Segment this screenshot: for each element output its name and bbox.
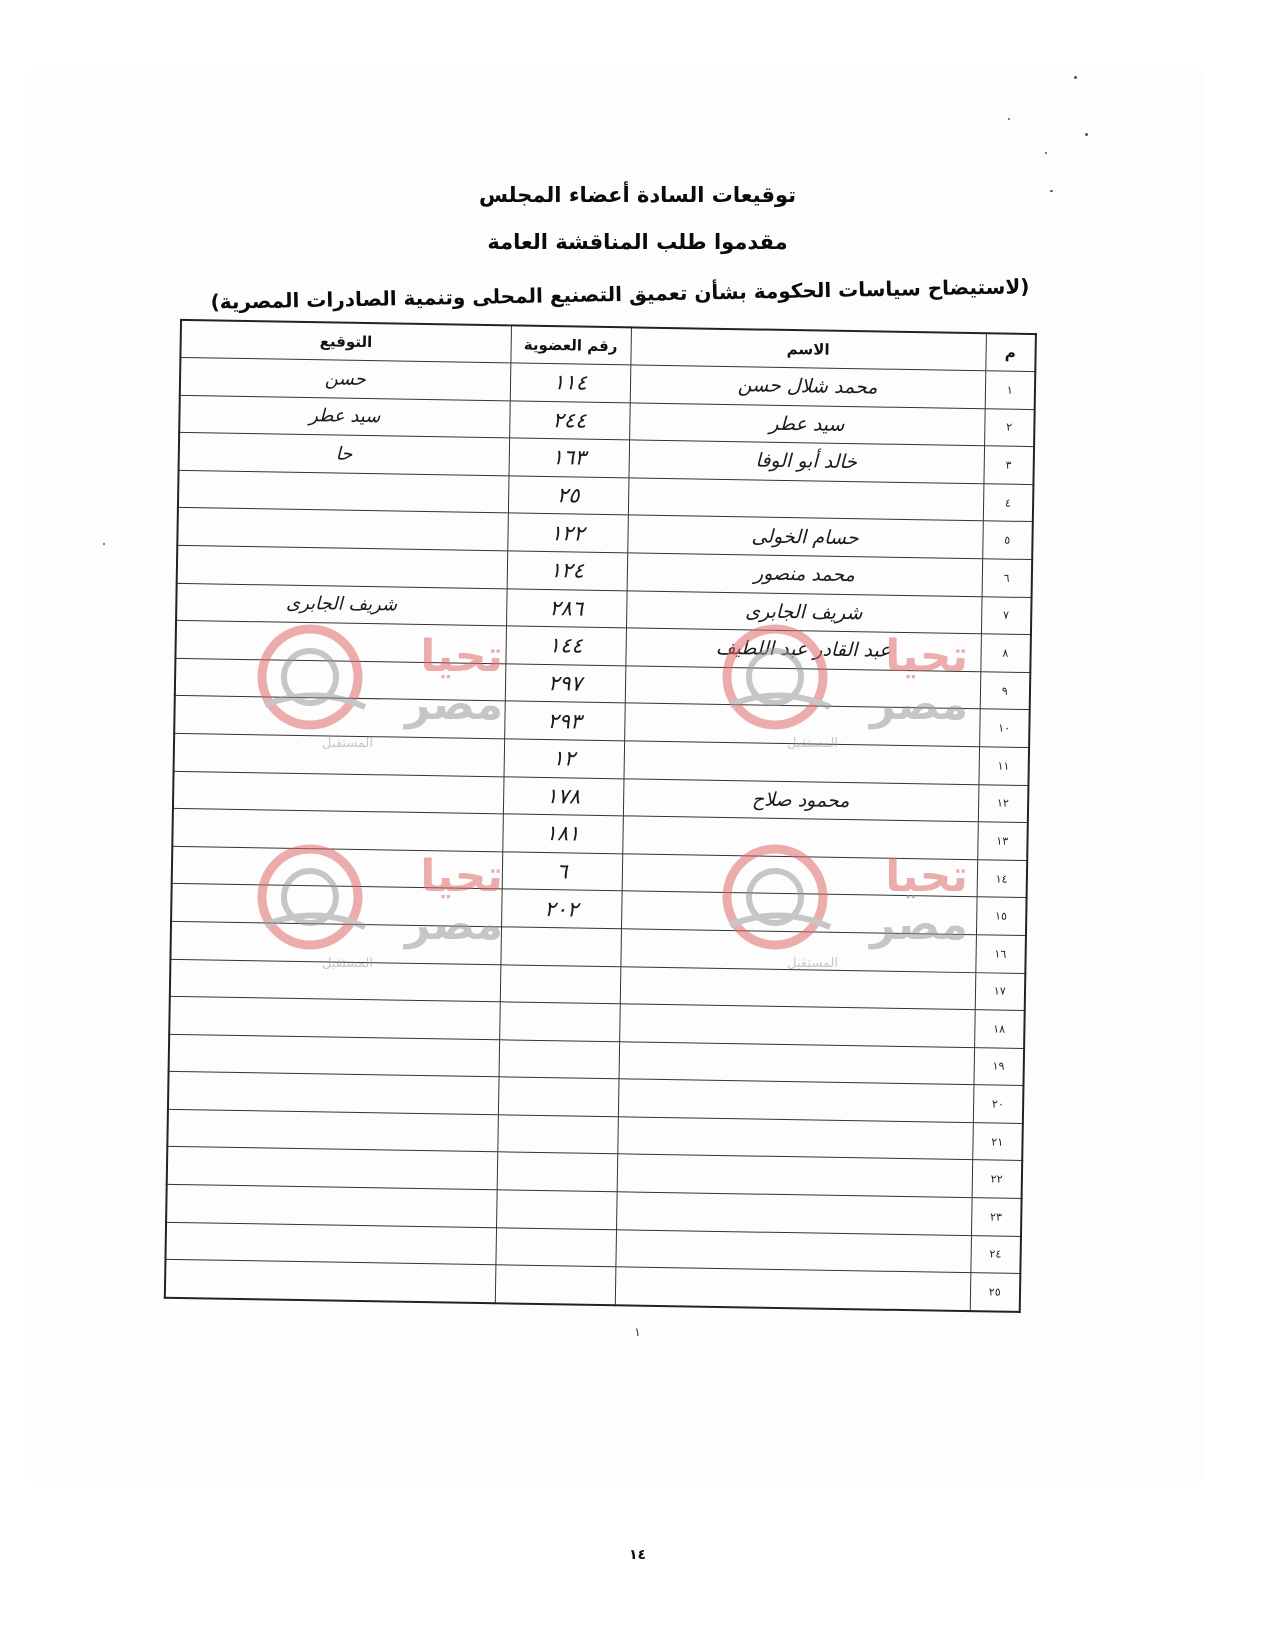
membership-number	[495, 1227, 616, 1267]
page-number: ١٤	[628, 1547, 647, 1563]
member-signature	[177, 545, 508, 588]
membership-number: ١٨١	[502, 814, 623, 854]
member-name: محمد منصور	[627, 553, 983, 596]
membership-number: ٢٩٣	[504, 701, 625, 741]
row-number: ٢١	[972, 1123, 1023, 1161]
member-name	[622, 816, 978, 859]
membership-number	[500, 927, 621, 967]
row-number: ٧	[981, 596, 1032, 634]
member-signature	[170, 921, 501, 964]
membership-number: ١٦٣	[509, 438, 630, 478]
membership-number: ١٤٤	[505, 626, 626, 666]
watermark-text-small: المستقبل	[787, 736, 838, 751]
member-name: عبد القادر عبد اللطيف	[625, 628, 981, 671]
membership-number	[499, 1002, 620, 1042]
member-name	[619, 1004, 975, 1047]
membership-number: ٢٤٤	[509, 400, 630, 440]
membership-number: ١٢٢	[507, 513, 628, 553]
membership-number	[499, 1039, 620, 1079]
membership-number: ١١٤	[510, 363, 631, 403]
member-signature: سيد عطر	[179, 395, 510, 438]
membership-number	[497, 1152, 618, 1192]
scan-speck	[1074, 76, 1077, 79]
member-signature	[172, 846, 503, 889]
member-name	[617, 1117, 973, 1160]
scan-speck	[1008, 118, 1010, 120]
watermark-text-bottom: مصر	[405, 679, 503, 730]
member-signature	[173, 771, 504, 814]
member-signature	[178, 470, 509, 513]
row-number: ٦	[982, 559, 1033, 597]
member-name	[624, 741, 980, 784]
member-signature	[167, 1109, 498, 1152]
row-number: ١٧	[975, 972, 1026, 1010]
member-name: شريف الجابرى	[626, 590, 982, 633]
membership-number	[498, 1077, 619, 1117]
watermark-text-top: تحيا	[885, 851, 968, 902]
member-name	[618, 1079, 974, 1122]
membership-number	[496, 1190, 617, 1230]
row-number: ١٠	[979, 709, 1030, 747]
scan-speck	[1045, 152, 1047, 154]
document-topic: (لاستيضاح سياسات الحكومة بشأن تعميق التصنيع المحلى وتنمية الصادرات المصرية)	[210, 274, 1030, 314]
membership-number: ٦	[502, 852, 623, 892]
header-name: الاسم	[630, 327, 986, 370]
signatures-table	[163, 319, 1035, 1361]
inner-page-number: ١	[634, 1325, 641, 1339]
member-name	[616, 1192, 972, 1235]
member-signature	[168, 1072, 499, 1115]
document-subtitle: مقدموا طلب المناقشة العامة	[487, 230, 788, 254]
member-name	[622, 854, 978, 897]
header-signature: التوقيع	[180, 320, 511, 363]
member-name	[619, 1041, 975, 1084]
member-signature: حسن	[180, 357, 511, 400]
membership-number	[495, 1265, 616, 1305]
row-number: ٨	[980, 634, 1031, 672]
row-number: ٢٢	[972, 1160, 1023, 1198]
row-number: ٩	[980, 671, 1031, 709]
row-number: ٤	[983, 484, 1034, 522]
row-number: ٢٤	[970, 1235, 1021, 1273]
member-name	[615, 1229, 971, 1272]
watermark-text-small: المستقبل	[787, 956, 838, 971]
row-number: ٢	[984, 408, 1035, 446]
membership-number	[500, 964, 621, 1004]
member-signature	[165, 1260, 496, 1304]
member-name	[615, 1267, 971, 1311]
row-number: ٣	[983, 446, 1034, 484]
member-signature	[172, 808, 503, 851]
watermark-text-top: تحيا	[420, 851, 503, 902]
member-name	[628, 478, 984, 521]
watermark-text-bottom: مصر	[870, 679, 968, 730]
row-number: ١٦	[975, 935, 1026, 973]
member-signature	[175, 658, 506, 701]
membership-number: ٢٩٧	[505, 664, 626, 704]
member-signature: حا	[179, 433, 510, 476]
member-name	[620, 966, 976, 1009]
member-name: محمود صلاح	[623, 778, 979, 821]
header-membership: رقم العضوية	[510, 325, 631, 364]
row-number: ٢٠	[973, 1085, 1024, 1123]
row-number: ٥	[982, 521, 1033, 559]
row-number: ١٤	[977, 859, 1028, 897]
member-name	[620, 929, 976, 972]
member-signature	[165, 1222, 496, 1265]
row-number: ١٨	[974, 1010, 1025, 1048]
member-signature	[177, 508, 508, 551]
watermark-text-bottom: مصر	[870, 899, 968, 950]
membership-number: ٢٨٦	[506, 588, 627, 628]
member-signature	[166, 1184, 497, 1227]
member-name	[624, 703, 980, 746]
row-number: ١١	[978, 747, 1029, 785]
row-number: ٢٣	[971, 1198, 1022, 1236]
member-name	[621, 891, 977, 934]
watermark-text-top: تحيا	[885, 631, 968, 682]
member-signature: شريف الجابرى	[176, 583, 507, 626]
row-number: ١٩	[973, 1047, 1024, 1085]
header-number: م	[985, 333, 1036, 371]
member-signature	[169, 996, 500, 1039]
row-number: ١	[985, 371, 1036, 409]
member-signature	[174, 733, 505, 776]
member-signature	[174, 696, 505, 739]
scan-speck	[103, 543, 105, 545]
member-name: حسام الخولى	[627, 515, 983, 558]
member-name	[625, 666, 981, 709]
member-name: سيد عطر	[629, 402, 985, 445]
row-number: ١٥	[976, 897, 1027, 935]
membership-number: ٢٠٢	[501, 889, 622, 929]
membership-number: ١٧٨	[503, 776, 624, 816]
row-number: ٢٥	[970, 1273, 1021, 1312]
row-number: ١٣	[977, 822, 1028, 860]
row-number: ١٢	[978, 784, 1029, 822]
watermark-text-small: المستقبل	[322, 956, 373, 971]
document-title: توقيعات السادة أعضاء المجلس	[478, 183, 797, 207]
membership-number: ١٢٤	[507, 551, 628, 591]
member-signature	[170, 959, 501, 1002]
member-name	[617, 1154, 973, 1197]
member-signature	[167, 1147, 498, 1190]
membership-number: ١٢	[504, 739, 625, 779]
watermark-text-bottom: مصر	[405, 899, 503, 950]
member-signature	[171, 884, 502, 927]
watermark-text-top: تحيا	[420, 631, 503, 682]
scan-speck	[1085, 133, 1088, 136]
watermark-text-small: المستقبل	[322, 736, 373, 751]
member-signature	[169, 1034, 500, 1077]
membership-number	[497, 1115, 618, 1155]
membership-number: ٢٥	[508, 476, 629, 516]
member-signature	[175, 621, 506, 664]
member-name: محمد شلال حسن	[630, 365, 986, 408]
member-name: خالد أبو الوفا	[628, 440, 984, 483]
